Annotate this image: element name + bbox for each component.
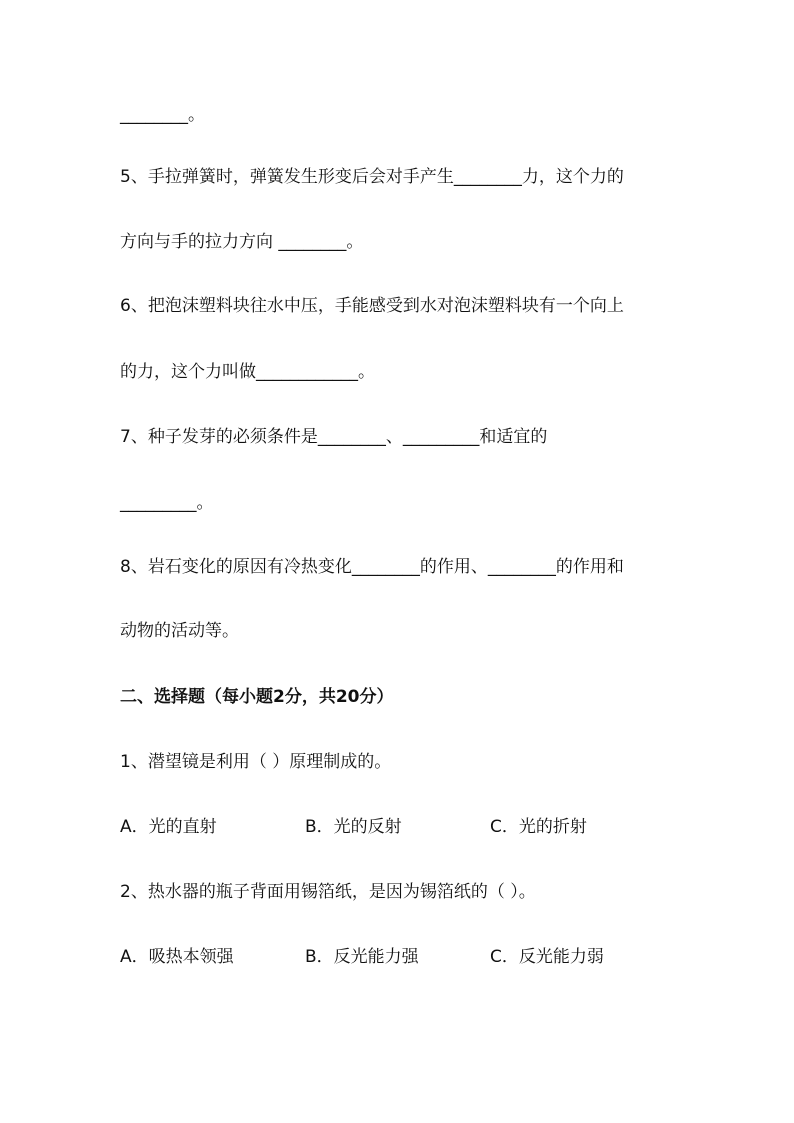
question-8-line-2: 动物的活动等。: [120, 621, 239, 641]
choice-2-option-c: C．反光能力弱: [490, 947, 604, 967]
choice-question-2: 2、热水器的瓶子背面用锡箔纸，是因为锡箔纸的（ ）。: [120, 882, 536, 902]
question-6-line-2: 的力，这个力叫做____________。: [120, 362, 375, 382]
choice-2-option-b: B．反光能力强: [305, 947, 419, 967]
choice-1-option-b: B．光的反射: [305, 817, 402, 837]
question-5-line-1: 5、手拉弹簧时，弹簧发生形变后会对手产生________力，这个力的: [120, 167, 624, 187]
section-title: 二、选择题（每小题2分，共20分）: [120, 687, 394, 707]
question-6-line-1: 6、把泡沫塑料块往水中压，手能感受到水对泡沫塑料块有一个向上: [120, 296, 624, 316]
fill-line-1: ________。: [120, 105, 205, 125]
choice-1-option-a: A．光的直射: [120, 817, 217, 837]
choice-1-option-c: C．光的折射: [490, 817, 587, 837]
question-8-line-1: 8、岩石变化的原因有冷热变化________的作用、________的作用和: [120, 557, 624, 577]
question-7-line-2: _________。: [120, 493, 214, 513]
question-7-line-1: 7、种子发芽的必须条件是________、_________和适宜的: [120, 427, 548, 447]
choice-2-option-a: A．吸热本领强: [120, 947, 234, 967]
question-5-line-2: 方向与手的拉力方向 ________。: [120, 232, 364, 252]
choice-question-1: 1、潜望镜是利用（ ）原理制成的。: [120, 752, 392, 772]
